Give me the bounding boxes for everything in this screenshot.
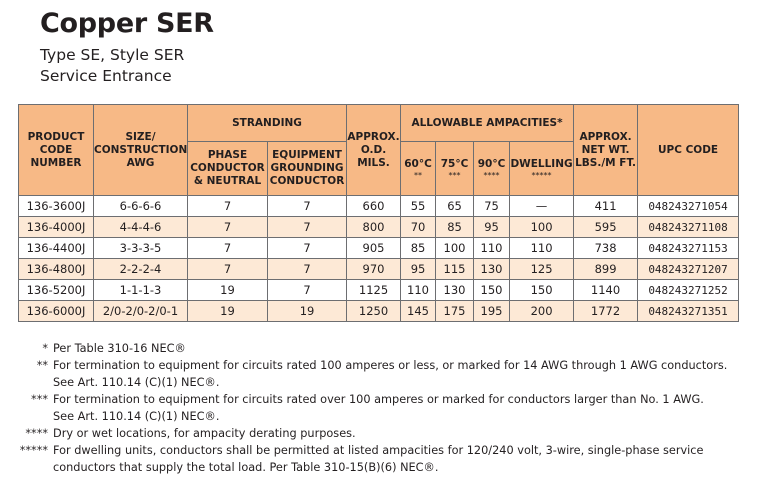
cell-dwelling: 110 [510, 238, 574, 259]
cell-dwelling: 200 [510, 301, 574, 322]
header-od: APPROX. O.D. MILS. [347, 105, 401, 196]
page-title: Copper SER [40, 8, 214, 39]
cell-75c: 65 [436, 196, 474, 217]
cell-od: 1250 [347, 301, 401, 322]
header-phase: PHASE CONDUCTOR & NEUTRAL [188, 142, 268, 196]
subtitle-service: Service Entrance [40, 67, 172, 85]
cell-90c: 95 [474, 217, 510, 238]
cell-phase: 7 [188, 196, 268, 217]
footnote-text: See Art. 110.14 (C)(1) NEC®. [53, 410, 220, 423]
header-75c-stars: *** [448, 170, 461, 180]
cell-ground: 19 [268, 301, 347, 322]
footnote-mark: ** [36, 359, 48, 372]
cell-60c: 145 [401, 301, 436, 322]
table-row [19, 280, 739, 301]
footnote-text: For termination to equipment for circuits rated 100 amperes or less, or marked for 14 AWG through 1 AWG conductors. [53, 359, 728, 372]
header-60c [401, 142, 436, 196]
cell-phase: 7 [188, 238, 268, 259]
cell-weight: 595 [574, 217, 638, 238]
cell-dwelling: 150 [510, 280, 574, 301]
footnote [0, 357, 759, 374]
cell-upc: 048243271252 [638, 280, 739, 301]
header-60c-label: 60°C [404, 157, 432, 170]
table-row [19, 196, 739, 217]
cell-weight: 411 [574, 196, 638, 217]
cell-75c: 115 [436, 259, 474, 280]
cell-weight: 899 [574, 259, 638, 280]
cell-code: 136-4800J [19, 259, 94, 280]
cell-upc: 048243271108 [638, 217, 739, 238]
cell-90c: 195 [474, 301, 510, 322]
cell-90c: 130 [474, 259, 510, 280]
table-row [19, 301, 739, 322]
footnote [0, 391, 759, 408]
cell-ground: 7 [268, 217, 347, 238]
cell-upc: 048243271351 [638, 301, 739, 322]
table-row [19, 238, 739, 259]
header-ampacities: ALLOWABLE AMPACITIES* [401, 105, 574, 142]
cell-90c: 110 [474, 238, 510, 259]
footnotes [0, 340, 759, 476]
header-dwelling [510, 142, 574, 196]
cell-90c: 75 [474, 196, 510, 217]
footnote [0, 442, 759, 459]
footnote-text: For termination to equipment for circuits rated over 100 amperes or marked for conductors larger than No. 1 AWG. [53, 393, 704, 406]
specification-table [18, 104, 739, 322]
cell-od: 1125 [347, 280, 401, 301]
cell-code: 136-4400J [19, 238, 94, 259]
header-stranding: STRANDING [188, 105, 347, 142]
footnote [0, 340, 759, 357]
cell-90c: 150 [474, 280, 510, 301]
cell-dwelling: 100 [510, 217, 574, 238]
cell-size: 2-2-2-4 [94, 259, 188, 280]
footnote-mark: *** [31, 393, 48, 406]
cell-code: 136-3600J [19, 196, 94, 217]
cell-upc: 048243271054 [638, 196, 739, 217]
header-dwelling-label: DWELLING [510, 157, 573, 170]
header-product-code: PRODUCT CODE NUMBER [19, 105, 94, 196]
cell-60c: 110 [401, 280, 436, 301]
header-90c-stars: **** [483, 170, 500, 180]
cell-upc: 048243271153 [638, 238, 739, 259]
header-90c-label: 90°C [477, 157, 506, 170]
cell-60c: 85 [401, 238, 436, 259]
cell-upc: 048243271207 [638, 259, 739, 280]
cell-phase: 7 [188, 259, 268, 280]
header-size: SIZE/ CONSTRUCTION AWG [94, 105, 188, 196]
footnote-mark: * [42, 342, 48, 355]
cell-od: 660 [347, 196, 401, 217]
footnote-continued [0, 374, 759, 391]
cell-75c: 175 [436, 301, 474, 322]
cell-ground: 7 [268, 280, 347, 301]
cell-phase: 7 [188, 217, 268, 238]
cell-code: 136-4000J [19, 217, 94, 238]
cell-dwelling: — [510, 196, 574, 217]
cell-size: 3-3-3-5 [94, 238, 188, 259]
header-equipment: EQUIPMENT GROUNDING CONDUCTOR [268, 142, 347, 196]
footnote-text: See Art. 110.14 (C)(1) NEC®. [53, 376, 220, 389]
cell-code: 136-6000J [19, 301, 94, 322]
cell-ground: 7 [268, 196, 347, 217]
header-upc: UPC CODE [638, 105, 739, 196]
footnote-text: conductors that supply the total load. Per Table 310-15(B)(6) NEC®. [53, 461, 439, 474]
cell-75c: 100 [436, 238, 474, 259]
table-row [19, 259, 739, 280]
header-60c-stars: ** [414, 170, 423, 180]
cell-phase: 19 [188, 280, 268, 301]
cell-ground: 7 [268, 259, 347, 280]
header-75c-label: 75°C [440, 157, 469, 170]
footnote-text: For dwelling units, conductors shall be permitted at listed ampacities for 120/240 volt, 3-wire, single-phase service [53, 444, 704, 457]
cell-weight: 1772 [574, 301, 638, 322]
cell-dwelling: 125 [510, 259, 574, 280]
header-weight: APPROX. NET WT. LBS./M FT. [574, 105, 638, 196]
footnote-continued [0, 408, 759, 425]
header-dwelling-stars: ***** [531, 170, 552, 180]
cell-75c: 85 [436, 217, 474, 238]
footnote-mark: **** [25, 427, 48, 440]
cell-size: 2/0-2/0-2/0-1 [94, 301, 188, 322]
cell-weight: 1140 [574, 280, 638, 301]
footnote-text: Dry or wet locations, for ampacity derating purposes. [53, 427, 356, 440]
cell-phase: 19 [188, 301, 268, 322]
cell-75c: 130 [436, 280, 474, 301]
cell-size: 6-6-6-6 [94, 196, 188, 217]
cell-size: 4-4-4-6 [94, 217, 188, 238]
footnote-text: Per Table 310-16 NEC® [53, 342, 186, 355]
cell-ground: 7 [268, 238, 347, 259]
cell-size: 1-1-1-3 [94, 280, 188, 301]
footnote [0, 425, 759, 442]
header-90c [474, 142, 510, 196]
cell-od: 905 [347, 238, 401, 259]
cell-code: 136-5200J [19, 280, 94, 301]
subtitle-type: Type SE, Style SER [40, 46, 185, 64]
cell-weight: 738 [574, 238, 638, 259]
cell-60c: 55 [401, 196, 436, 217]
cell-60c: 70 [401, 217, 436, 238]
table-row [19, 217, 739, 238]
cell-od: 970 [347, 259, 401, 280]
header-75c [436, 142, 474, 196]
cell-od: 800 [347, 217, 401, 238]
footnote-continued [0, 459, 759, 476]
cell-60c: 95 [401, 259, 436, 280]
footnote-mark: ***** [19, 444, 48, 457]
